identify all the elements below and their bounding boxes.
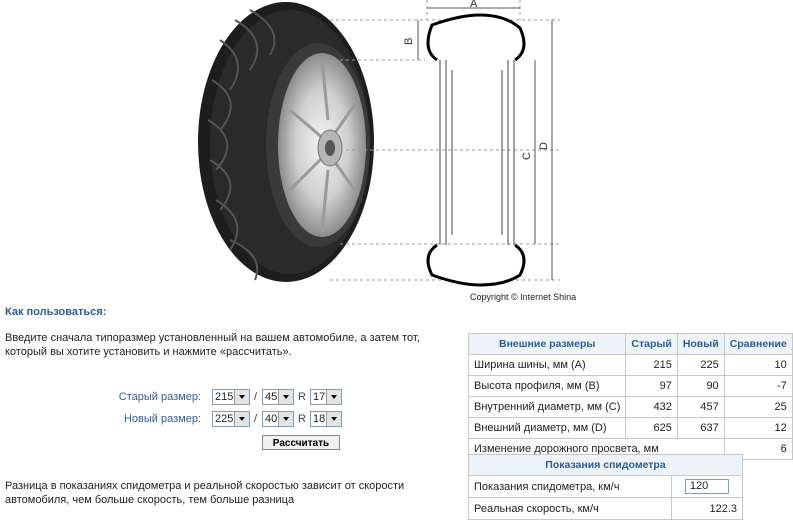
dimension-label-d: D: [538, 142, 550, 150]
tire-photo: [198, 2, 374, 282]
dimension-label-a: A: [470, 0, 478, 10]
copyright-text: Copyright © Internet Shina: [470, 292, 577, 302]
dimension-label-b: B: [403, 37, 415, 45]
chevron-down-icon: [278, 390, 293, 404]
speedometer-table: [468, 454, 743, 520]
table-row: [469, 476, 743, 498]
chevron-down-icon: [234, 412, 249, 426]
speedometer-header: Показания спидометра: [469, 455, 743, 476]
chevron-down-icon: [278, 412, 293, 426]
table-row: [469, 355, 793, 376]
new-value: 637: [677, 418, 724, 439]
new-value: 457: [677, 397, 724, 418]
diff-value: -7: [724, 376, 792, 397]
speed-difference-note: Разница в показаниях спидометра и реальной скоростью зависит от скорости автомобиля, чем больше скорость, тем больше разница: [5, 480, 405, 506]
old-size-label: Старый размер:: [118, 391, 201, 403]
new-profile-select[interactable]: 40: [262, 411, 294, 427]
column-header: Внешние размеры: [469, 334, 626, 355]
table-header-row: [469, 334, 793, 355]
r-label: R: [298, 391, 306, 403]
tire-diagram: [190, 0, 590, 290]
new-value: 90: [677, 376, 724, 397]
column-header: Старый: [626, 334, 677, 355]
column-header: Сравнение: [724, 334, 792, 355]
old-value: 215: [626, 355, 677, 376]
diff-value: 10: [724, 355, 792, 376]
speedometer-reading-input[interactable]: 120: [685, 479, 729, 494]
new-size-label: Новый размер:: [123, 413, 201, 425]
instructions-text: Введите сначала типоразмер установленный на вашем автомобиле, а затем тот, который вы хотите установить и нажмите «рассчитать».: [5, 332, 420, 358]
separator: /: [254, 391, 258, 403]
table-row: [469, 418, 793, 439]
chevron-down-icon: [326, 412, 341, 426]
new-diameter-select[interactable]: 18: [310, 411, 342, 427]
row-label: Внутренний диаметр, мм (C): [469, 397, 626, 418]
chevron-down-icon: [326, 390, 341, 404]
old-width-select[interactable]: 215: [212, 389, 250, 405]
real-speed-label: Реальная скорость, км/ч: [469, 498, 672, 520]
old-value: 97: [626, 376, 677, 397]
table-header-row: [469, 455, 743, 476]
row-label: Ширина шины, мм (A): [469, 355, 626, 376]
new-width-select[interactable]: 225: [212, 411, 250, 427]
real-speed-value: 122.3: [671, 498, 742, 520]
dimension-label-c: C: [521, 152, 533, 160]
diff-value: 12: [724, 418, 792, 439]
row-label: Изменение дорожного просвета, мм: [469, 439, 725, 460]
old-value: 432: [626, 397, 677, 418]
table-row: [469, 397, 793, 418]
external-sizes-table: [468, 333, 793, 460]
separator: /: [254, 413, 258, 425]
speedometer-reading-label: Показания спидометра, км/ч: [469, 476, 672, 498]
old-diameter-select[interactable]: 17: [310, 389, 342, 405]
row-label: Внешний диаметр, мм (D): [469, 418, 626, 439]
old-value: 625: [626, 418, 677, 439]
r-label: R: [298, 413, 306, 425]
chevron-down-icon: [234, 390, 249, 404]
new-value: 225: [677, 355, 724, 376]
column-header: Новый: [677, 334, 724, 355]
how-to-use-title: Как пользоваться:: [5, 306, 107, 318]
row-label: Высота профиля, мм (B): [469, 376, 626, 397]
table-row: [469, 376, 793, 397]
diff-value: 25: [724, 397, 792, 418]
diff-value: 6: [724, 439, 792, 460]
calculate-button[interactable]: Рассчитать: [262, 435, 340, 450]
old-profile-select[interactable]: 45: [262, 389, 294, 405]
table-row: [469, 498, 743, 520]
